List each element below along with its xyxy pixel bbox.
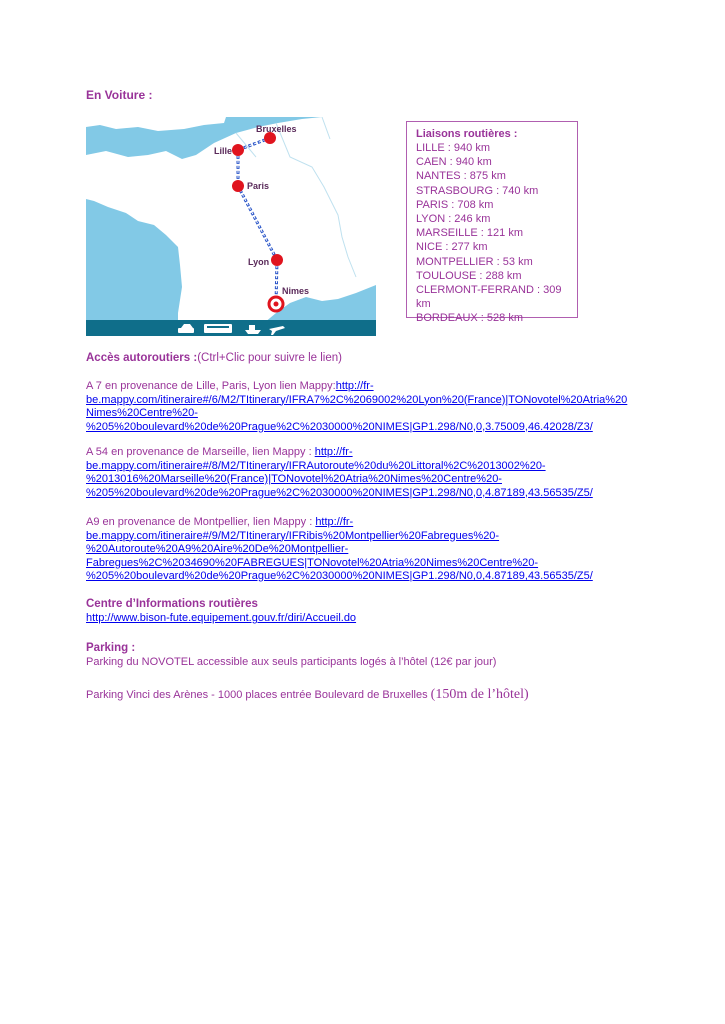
marker-nimes-center bbox=[274, 302, 279, 307]
parking-novotel-text: Parking du NOVOTEL accessible aux seuls participants logés à l’hôtel (12€ par jour) bbox=[86, 656, 497, 668]
city-label-bruxelles: Bruxelles bbox=[256, 124, 297, 134]
acces-entry-intro: A 7 en provenance de Lille, Paris, Lyon lien Mappy: bbox=[86, 380, 336, 392]
acces-entry-a9 bbox=[86, 516, 646, 584]
parking-heading: Parking : bbox=[86, 642, 136, 654]
mappy-link-a9[interactable]: %20Autoroute%20A9%20Aire%20De%20Montpellier- bbox=[86, 543, 349, 555]
route-item: CAEN : 940 km bbox=[416, 156, 492, 169]
acces-heading: Accès autoroutiers : bbox=[86, 352, 198, 364]
mappy-link-a54[interactable]: http://fr- bbox=[314, 446, 353, 458]
mappy-link-a9[interactable]: http://fr- bbox=[315, 516, 354, 528]
acces-entry-a54 bbox=[86, 446, 646, 500]
uk-land bbox=[86, 117, 226, 131]
route-item: BORDEAUX : 528 km bbox=[416, 312, 523, 325]
route-item: MARSEILLE : 121 km bbox=[416, 227, 523, 240]
acces-entry-intro: A 54 en provenance de Marseille, lien Mappy : bbox=[86, 446, 315, 458]
route-item: LILLE : 940 km bbox=[416, 142, 490, 154]
mappy-link-a54[interactable]: be.mappy.com/itineraire#/8/M2/TItinerary/IFRAutoroute%20du%20Littoral%2C%2013002%20- bbox=[86, 459, 546, 472]
route-item: PARIS : 708 km bbox=[416, 198, 494, 211]
parking-vinci-text: Parking Vinci des Arènes - 1000 places entrée Boulevard de Bruxelles bbox=[86, 689, 431, 701]
section-heading-voiture: En Voiture : bbox=[86, 88, 153, 102]
marker-paris bbox=[232, 180, 244, 192]
route-item: NICE : 277 km bbox=[416, 241, 488, 254]
france-route-map bbox=[86, 117, 376, 336]
map-graphic bbox=[86, 117, 376, 336]
route-item: LYON : 246 km bbox=[416, 213, 491, 226]
city-label-lyon: Lyon bbox=[248, 257, 270, 267]
city-label-lille: Lille bbox=[214, 146, 233, 156]
mappy-link-a7[interactable]: http://fr- bbox=[335, 380, 374, 392]
routes-box bbox=[406, 121, 578, 325]
mappy-link-a9[interactable]: %205%20boulevard%20de%20Prague%2C%2030000%20NIMES|GP1.298/N0,0,4.87189,43.56535/Z5/ bbox=[86, 570, 593, 582]
mappy-link-a7[interactable]: Nimes%20Centre%20- bbox=[86, 407, 198, 419]
acces-entry-intro: A9 en provenance de Montpellier, lien Mappy : bbox=[86, 516, 316, 528]
centre-heading: Centre d’Informations routières bbox=[86, 598, 258, 610]
mappy-link-a7[interactable]: %205%20boulevard%20de%20Prague%2C%2030000%20NIMES|GP1.298/N0,0,3.75009,46.42028/Z3/ bbox=[86, 420, 593, 433]
route-item: NANTES : 875 km bbox=[416, 170, 506, 183]
route-item: STRASBOURG : 740 km bbox=[416, 184, 539, 197]
acces-note: (Ctrl+Clic pour suivre le lien) bbox=[197, 352, 342, 364]
city-label-paris: Paris bbox=[247, 181, 270, 191]
city-label-nimes: Nimes bbox=[282, 286, 310, 296]
acces-entry-a7 bbox=[86, 380, 646, 434]
marker-lyon bbox=[271, 254, 283, 266]
bus-icon bbox=[204, 324, 232, 333]
route-item: MONTPELLIER : 53 km bbox=[416, 255, 533, 268]
parking-vinci-line bbox=[86, 688, 529, 703]
mappy-link-a9[interactable]: be.mappy.com/itineraire#/9/M2/TItinerary/IFRibis%20Montpellier%20Fabregues%20- bbox=[86, 529, 500, 542]
mappy-link-a9[interactable]: Fabregues%2C%2034690%20FABREGUES|TONovotel%20Atria%20Nimes%20Centre%20- bbox=[86, 556, 539, 569]
mappy-link-a7[interactable]: be.mappy.com/itineraire#/6/M2/TItinerary/IFRA7%2C%2069002%20Lyon%20(France)|TONovotel%20Atria%20 bbox=[86, 393, 628, 406]
mappy-link-a54[interactable]: %205%20boulevard%20de%20Prague%2C%2030000%20NIMES|GP1.298/N0,0,4.87189,43.56535/Z5/ bbox=[86, 486, 593, 499]
route-item: CLERMONT-FERRAND : 309 km bbox=[416, 284, 562, 311]
acces-heading-line bbox=[86, 352, 342, 366]
route-item: TOULOUSE : 288 km bbox=[416, 269, 522, 282]
routes-title: Liaisons routières : bbox=[416, 128, 518, 140]
bison-fute-link[interactable]: http://www.bison-fute.equipement.gouv.fr/diri/Accueil.do bbox=[86, 612, 357, 624]
parking-vinci-distance: (150m de l’hôtel) bbox=[430, 687, 529, 702]
centre-link-line bbox=[86, 612, 356, 626]
mappy-link-a54[interactable]: %2013016%20Marseille%20(France)|TONovotel%20Atria%20Nimes%20Centre%20- bbox=[86, 473, 502, 485]
marker-lille bbox=[232, 144, 244, 156]
